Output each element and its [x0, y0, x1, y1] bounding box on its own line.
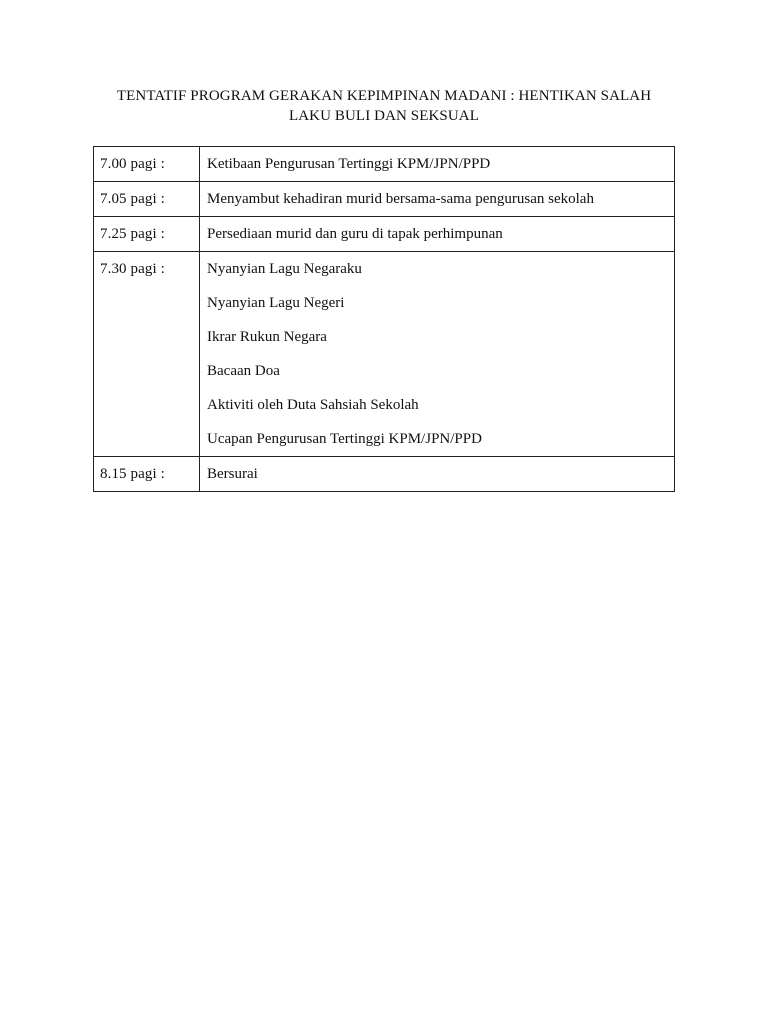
activity-cell [200, 147, 675, 182]
table-row [94, 217, 675, 252]
activity-cell [200, 217, 675, 252]
title-line-2: LAKU BULI DAN SEKSUAL [288, 108, 479, 124]
table-row [94, 182, 675, 217]
time-label: 7.00 pagi : [100, 156, 165, 172]
activity-item: Ketibaan Pengurusan Tertinggi KPM/JPN/PPD [207, 156, 491, 172]
activity-cell [200, 252, 675, 457]
activity-cell [200, 182, 675, 217]
schedule-table [93, 146, 675, 492]
time-label: 7.05 pagi : [100, 191, 165, 207]
activity-item: Aktiviti oleh Duta Sahsiah Sekolah [207, 397, 419, 413]
activity-item: Ikrar Rukun Negara [207, 329, 327, 345]
time-label: 7.30 pagi : [100, 261, 165, 277]
activity-item: Bacaan Doa [207, 363, 280, 379]
activity-item: Nyanyian Lagu Negeri [207, 295, 345, 311]
table-row [94, 252, 675, 457]
activity-item: Menyambut kehadiran murid bersama-sama pengurusan sekolah [207, 191, 594, 207]
time-cell [94, 457, 200, 492]
title-line-1: TENTATIF PROGRAM GERAKAN KEPIMPINAN MADANI : HENTIKAN SALAH [116, 88, 652, 104]
activity-cell [200, 457, 675, 492]
table-row [94, 457, 675, 492]
activity-item: Ucapan Pengurusan Tertinggi KPM/JPN/PPD [207, 431, 482, 447]
activity-item: Bersurai [207, 466, 258, 482]
table-row [94, 147, 675, 182]
time-cell [94, 147, 200, 182]
time-label: 7.25 pagi : [100, 226, 165, 242]
activity-item: Persediaan murid dan guru di tapak perhimpunan [207, 226, 503, 242]
activity-item: Nyanyian Lagu Negaraku [207, 261, 362, 277]
time-cell [94, 252, 200, 457]
document-title [96, 86, 672, 126]
time-cell [94, 182, 200, 217]
time-label: 8.15 pagi : [100, 466, 165, 482]
time-cell [94, 217, 200, 252]
